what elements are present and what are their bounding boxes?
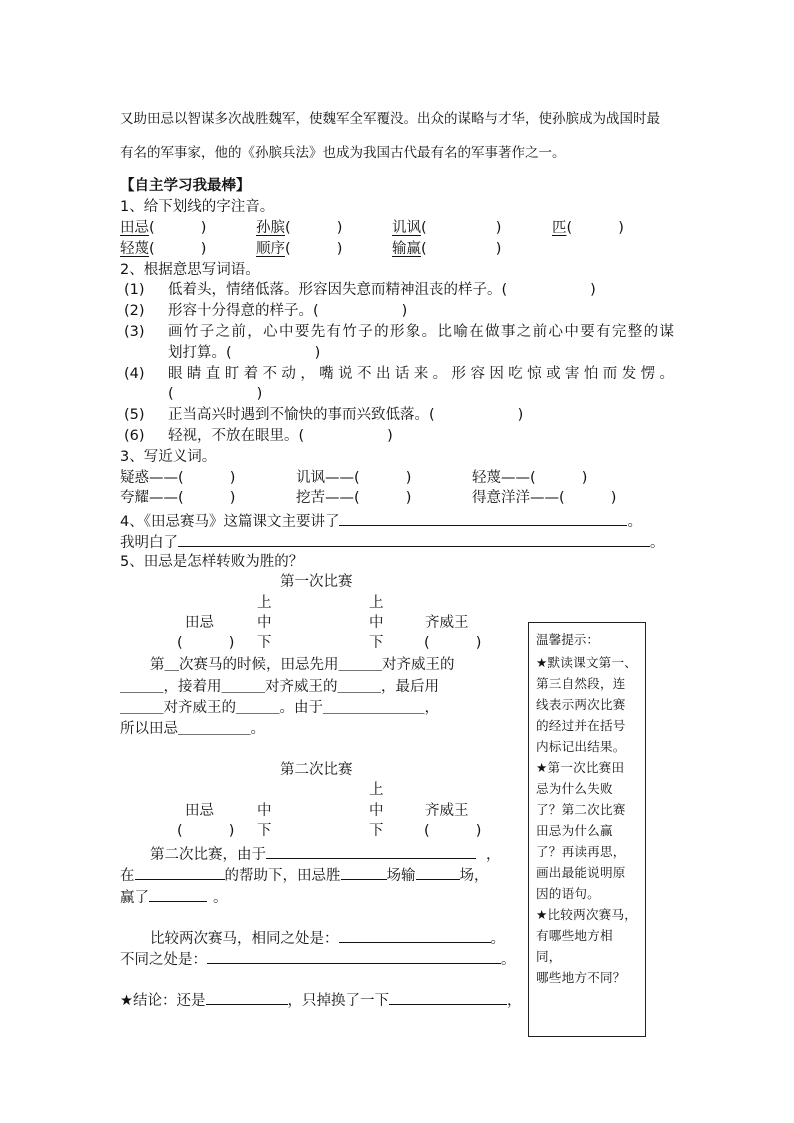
race2-left-name: 田忌 [185,803,214,819]
tip-line: 了？第二次比赛 [536,802,626,817]
race1-right-bottom: 下 [369,635,384,651]
race2-right-top: 上 [369,782,384,798]
q1-row2-item1: 轻蔑( ) [120,241,207,257]
race2-text-2: 在 的帮助下，田忌胜 场输 场， [120,864,489,886]
race2-left-mid: 中 [257,803,272,819]
q5-title: 5、田忌是怎样转败为胜的？ [120,554,304,570]
q2-item-3-cont: 划打算。( ) [168,345,321,361]
race2-right-bottom: 下 [369,823,384,839]
race1-left-top: 上 [257,595,272,611]
race1-right-top: 上 [369,595,384,611]
q4-line-2: 我明白了 。 [120,531,665,553]
race1-left-bottom: 下 [257,635,272,651]
tip-line: ★第一次比赛田 [536,760,625,775]
q2-title: 2、根据意思写词语。 [120,262,260,278]
q2-item-2: 形容十分得意的样子。( ) [168,303,408,319]
tip-line: 田忌为什么赢 [536,823,613,838]
tip-line: 画出最能说明原 [536,865,626,880]
tips-title: 温馨提示： [536,632,599,647]
race2-left-bottom: 下 [257,823,272,839]
q3-row2-item2: 挖苦——( ) [296,490,412,506]
tip-line: 哪些地方不同？ [536,970,626,985]
section-title: 【自主学习我最棒】 [120,178,251,194]
q1-row2-item3: 输赢( ) [392,241,502,257]
q1-row1-item4: 匹( ) [552,220,624,236]
race1-right-name: 齐威王 [425,615,469,631]
q2-num-2: (2) [124,303,145,319]
race1-text-4: 所以田忌＿＿＿＿＿。 [120,721,265,737]
compare-diff: 不同之处是： 。 [120,948,516,970]
race2-right-result: ( ) [424,823,482,839]
q3-title: 3、写近义词。 [120,449,217,465]
race1-left-result: ( ) [177,635,235,651]
race1-text-1: 第＿次赛马的时候，田忌先用＿＿＿对齐威王的 [150,657,455,673]
race2-heading: 第二次比赛 [280,762,353,778]
tip-line: 的经过并在括号 [536,718,626,733]
race1-left-name: 田忌 [185,615,214,631]
race2-right-mid: 中 [369,803,384,819]
q3-row2-item3: 得意洋洋——( ) [472,490,617,506]
q2-item-6: 轻视，不放在眼里。( ) [168,428,393,444]
q1-title: 1、给下划线的字注音。 [120,199,275,215]
q2-num-3: (3) [124,324,145,340]
q3-row1-item1: 疑惑——( ) [120,470,236,486]
compare-same: 比较两次赛马，相同之处是： 。 [150,927,505,949]
race1-left-mid: 中 [257,615,272,631]
race2-left-result: ( ) [177,823,235,839]
q2-item-4-cont: ( ) [168,386,263,402]
tip-line: 了？再读再思， [536,844,626,859]
intro-line-1: 又助田忌以智谋多次战胜魏军，使魏军全军覆没。出众的谋略与才华，使孙膑成为战国时最 [120,111,660,127]
tips-box [528,622,646,1037]
tip-line: 因的语句。 [536,886,600,901]
race2-text-3: 赢了 。 [120,886,228,908]
q1-row1-item1: 田忌( ) [120,220,207,236]
q2-item-1: 低着头，情绪低落。形容因失意而精神沮丧的样子。( ) [168,282,596,298]
conclusion: ★结论：还是 ，只掉换了一下 ， [120,989,522,1011]
q3-row2-item1: 夸耀——( ) [120,490,236,506]
intro-line-2: 有名的军事家，他的《孙膑兵法》也成为我国古代最有名的军事著作之一。 [120,145,566,161]
race1-text-3: ＿＿＿对齐威王的＿＿＿。由于＿＿＿＿＿＿＿， [120,700,439,716]
q2-num-4: (4) [124,366,145,382]
q3-row1-item2: 讥讽——( ) [296,470,412,486]
tip-line: ★默读课文第一、 [536,655,638,670]
q2-num-5: (5) [124,407,145,423]
q1-row1-item3: 讥讽( ) [392,220,502,236]
q2-num-1: (1) [124,282,145,298]
q1-row1-item2: 孙膑( ) [256,220,343,236]
q2-num-6: (6) [124,428,145,444]
q3-row1-item3: 轻蔑——( ) [472,470,588,486]
race2-right-name: 齐威王 [425,803,469,819]
q2-item-3: 画竹子之前，心中要先有竹子的形象。比喻在做事之前心中要有完整的谋 [168,324,674,340]
q1-row2-item2: 顺序( ) [256,241,343,257]
race1-right-result: ( ) [424,635,482,651]
race1-heading: 第一次比赛 [280,574,353,590]
tip-line: 第三自然段，连 [536,676,626,691]
q4-line-1: 4、《田忌赛马》这篇课文主要讲了 。 [120,510,642,532]
q2-item-5: 正当高兴时遇到不愉快的事而兴致低落。( ) [168,407,524,423]
tip-line: ★比较两次赛马， [536,907,638,922]
q2-item-4: 眼睛直盯着不动，嘴说不出话来。形容因吃惊或害怕而发愣。 [168,366,674,382]
race1-text-2: ＿＿＿，接着用＿＿＿对齐威王的＿＿＿，最后用 [120,679,439,695]
race1-right-mid: 中 [369,615,384,631]
race2-text-1: 第二次比赛，由于 ， [150,843,501,865]
tip-line: 忌为什么失败 [536,781,613,796]
tip-line: 线表示两次比赛 [536,697,626,712]
tip-line: 内标记出结果。 [536,739,626,754]
tip-line: 有哪些地方相同， [536,928,613,964]
